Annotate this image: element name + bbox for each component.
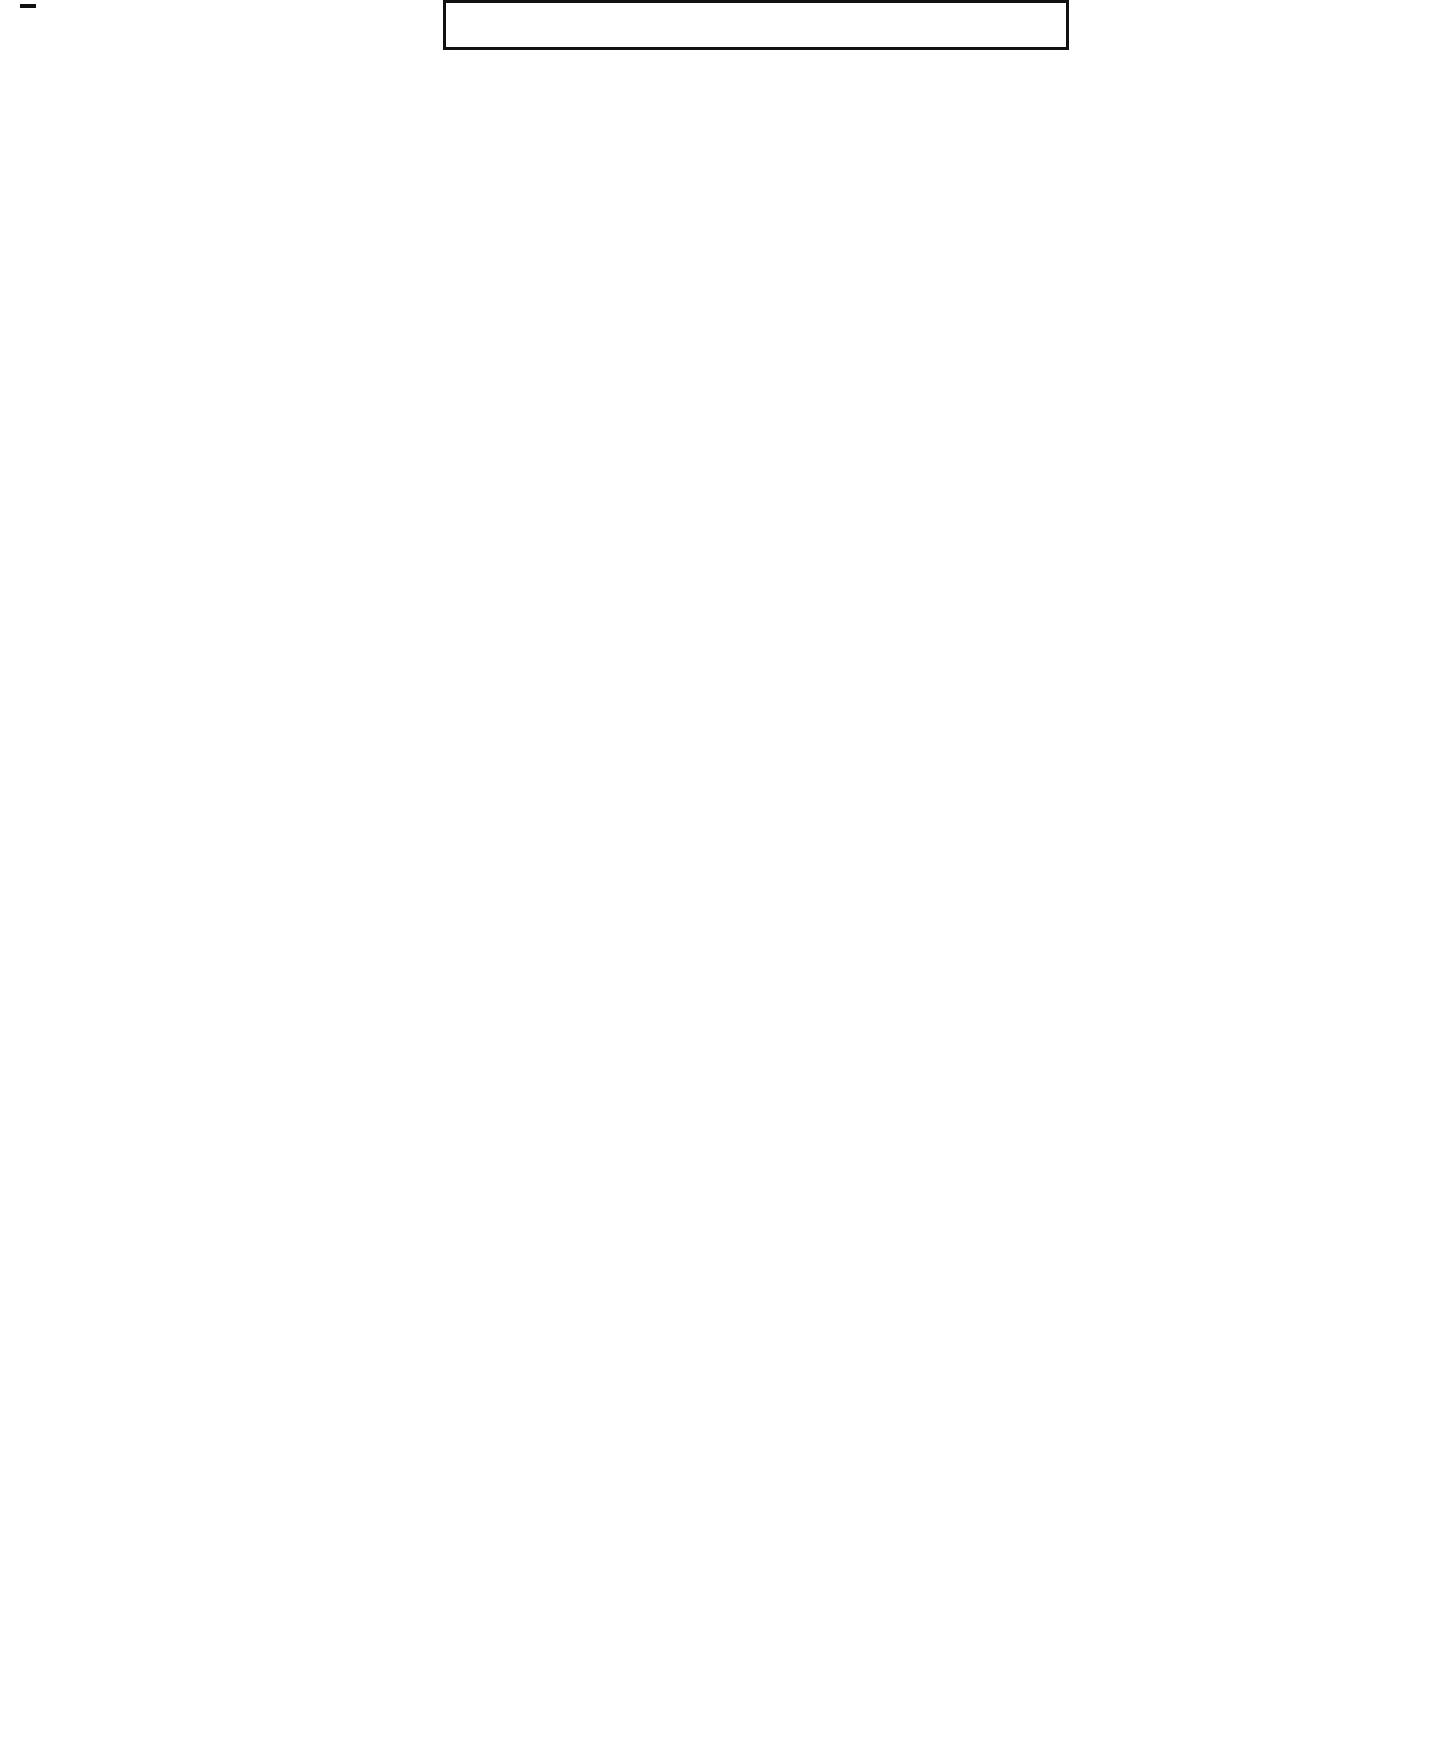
vin-label — [20, 4, 36, 8]
page-title — [443, 0, 1069, 50]
